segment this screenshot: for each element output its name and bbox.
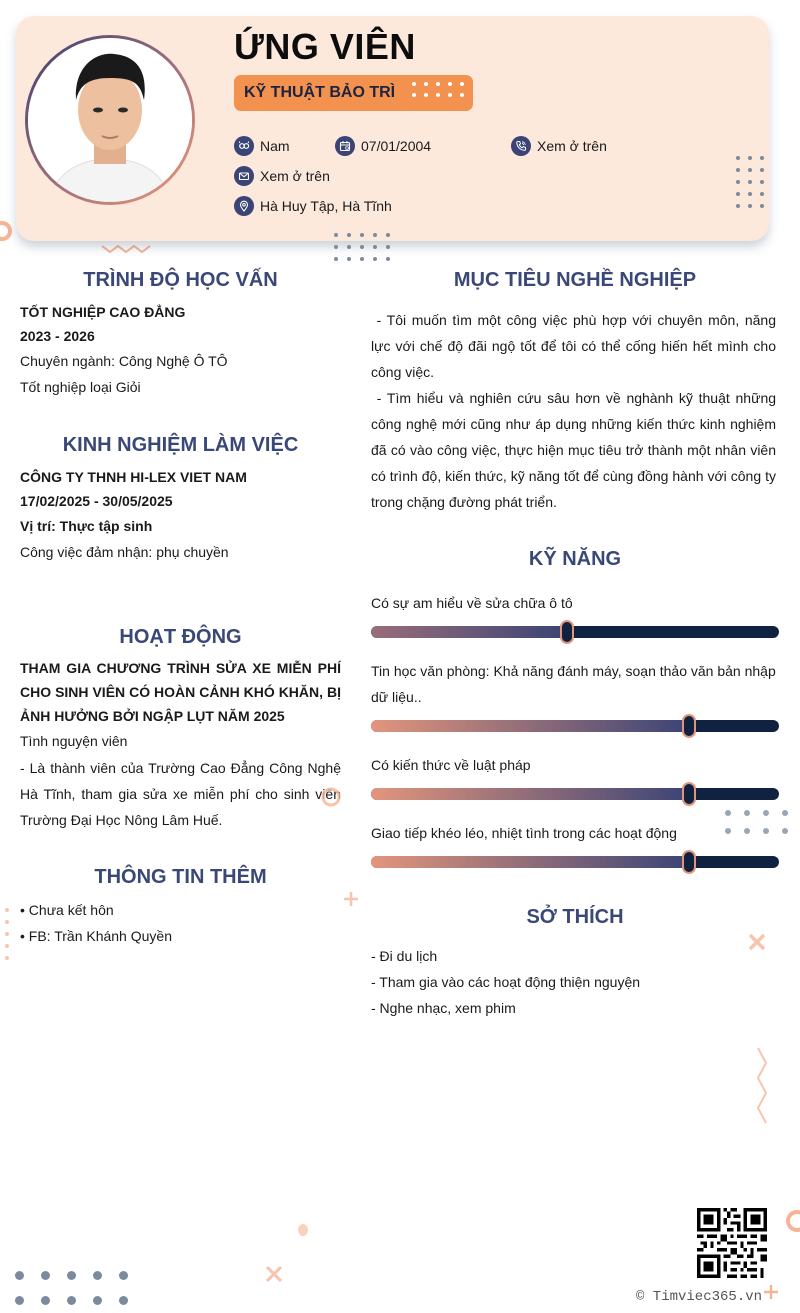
experience-company: CÔNG TY THNH HI-LEX VIET NAM [20, 469, 247, 485]
experience-position: Vị trí: Thực tập sinh [20, 518, 153, 534]
experience-heading: KINH NGHIỆM LÀM VIỆC [62, 434, 299, 456]
cross-decoration [264, 1264, 284, 1284]
gender-info [234, 136, 290, 156]
email-info [234, 166, 330, 186]
skills-heading: KỸ NĂNG [528, 548, 622, 570]
job-title: KỸ THUẬT BẢO TRÌ [244, 84, 396, 101]
hobby-item: - Tham gia vào các hoạt động thiện nguyện [371, 974, 641, 990]
activity-name: THAM GIA CHƯƠNG TRÌNH SỬA XE MIỄN PHÍ CHO SINH VIÊN CÓ HOÀN CẢNH KHÓ KHĂN, BỊ ẢNH HƯỞNG BỞI NGẬP LỤT NĂM 2025 [20, 660, 341, 724]
dots-decoration [334, 233, 399, 261]
skill-level-knob [682, 782, 696, 806]
skill-level-bar [371, 626, 779, 638]
dots-decoration [15, 1271, 145, 1305]
location-pin-icon [234, 196, 254, 216]
gender-icon [234, 136, 254, 156]
skill-level-knob [682, 850, 696, 874]
education-period: 2023 - 2026 [20, 328, 95, 344]
candidate-name: ỨNG VIÊN [234, 26, 416, 67]
qr-code-icon [697, 1208, 767, 1278]
skill-level-knob [560, 620, 574, 644]
email-value: Xem ở trên [260, 168, 330, 184]
education-major: Chuyên ngành: Công Nghệ Ô TÔ [20, 353, 228, 369]
skill-label: Có kiến thức về luật pháp [371, 757, 531, 773]
email-icon [234, 166, 254, 186]
additional-info-item: • FB: Trần Khánh Quyền [20, 928, 172, 944]
circle-outline-decoration [0, 220, 14, 242]
additional-info-heading: THÔNG TIN THÊM [94, 866, 267, 888]
skill-label: Tin học văn phòng: Khả năng đánh máy, soạn thảo văn bản nhập dữ liệu.. [371, 663, 776, 705]
phone-value: Xem ở trên [537, 138, 607, 154]
skill-label: Giao tiếp khéo léo, nhiệt tình trong các hoạt động [371, 825, 677, 841]
education-degree: TỐT NGHIỆP CAO ĐẲNG [20, 304, 186, 320]
hobbies-heading: SỞ THÍCH [526, 906, 624, 928]
profile-photo [28, 38, 192, 202]
birthday-info [335, 136, 431, 156]
education-grade: Tốt nghiệp loại Giỏi [20, 379, 141, 395]
experience-duty: Công việc đảm nhận: phụ chuyền [20, 544, 229, 560]
activity-role: Tình nguyện viên [20, 733, 128, 749]
objective-paragraph: - Tôi muốn tìm một công việc phù hợp với chuyên môn, năng lực với chế độ đãi ngộ tốt để tôi có thể cống hiến hết mình cho công việc. [371, 312, 780, 380]
dots-decoration [5, 908, 9, 960]
skill-level-knob [682, 714, 696, 738]
address-value: Hà Huy Tập, Hà Tĩnh [260, 198, 392, 214]
job-title-badge [234, 75, 473, 111]
circle-outline-decoration [320, 786, 342, 808]
cross-decoration [747, 932, 767, 952]
birthday-value: 07/01/2004 [361, 138, 432, 154]
dots-decoration [736, 156, 772, 208]
calendar-icon [335, 136, 355, 156]
phone-info [511, 136, 607, 156]
objective-heading: MỤC TIÊU NGHỀ NGHIỆP [453, 269, 697, 291]
hobby-item: - Đi du lịch [371, 948, 438, 964]
activities-heading: HOẠT ĐỘNG [119, 626, 242, 648]
gender-value: Nam [260, 138, 290, 154]
phone-icon [511, 136, 531, 156]
education-heading: TRÌNH ĐỘ HỌC VẤN [83, 269, 278, 291]
activity-description: - Là thành viên của Trường Cao Đẳng Công Nghệ Hà Tĩnh, tham gia sửa xe miễn phí cho sinh viên Trường Đại Học Nông Lâm Huế. [20, 760, 341, 828]
skill-level-bar [371, 788, 779, 800]
avatar [25, 35, 195, 205]
plus-decoration [342, 890, 360, 908]
copyright-text: © Timviec365.vn [636, 1289, 763, 1305]
objective-paragraph: - Tìm hiểu và nghiên cứu sâu hơn về nghành kỹ thuật những công nghệ mới cũng như áp dụng những kiến thức kinh nghiệm đã có vào công việc, thực hiện mục tiêu trở thành một nhân viên có trình độ, kiến thức, kỹ năng tốt để cùng đồng hành với công ty trong chặng đường phát triển. [371, 390, 780, 510]
address-info [234, 196, 392, 216]
skill-label: Có sự am hiểu về sửa chữa ô tô [371, 595, 573, 611]
zigzag-decoration [752, 1045, 772, 1125]
experience-period: 17/02/2025 - 30/05/2025 [20, 493, 173, 509]
skill-level-bar [371, 856, 779, 868]
plus-decoration [762, 1283, 780, 1301]
hobby-item: - Nghe nhạc, xem phim [371, 1000, 516, 1016]
additional-info-item: • Chưa kết hôn [20, 902, 114, 918]
zigzag-decoration [100, 243, 156, 255]
skill-level-bar [371, 720, 779, 732]
dots-decoration [412, 82, 472, 97]
circle-decoration [296, 1222, 310, 1238]
circle-outline-decoration [782, 1208, 800, 1234]
